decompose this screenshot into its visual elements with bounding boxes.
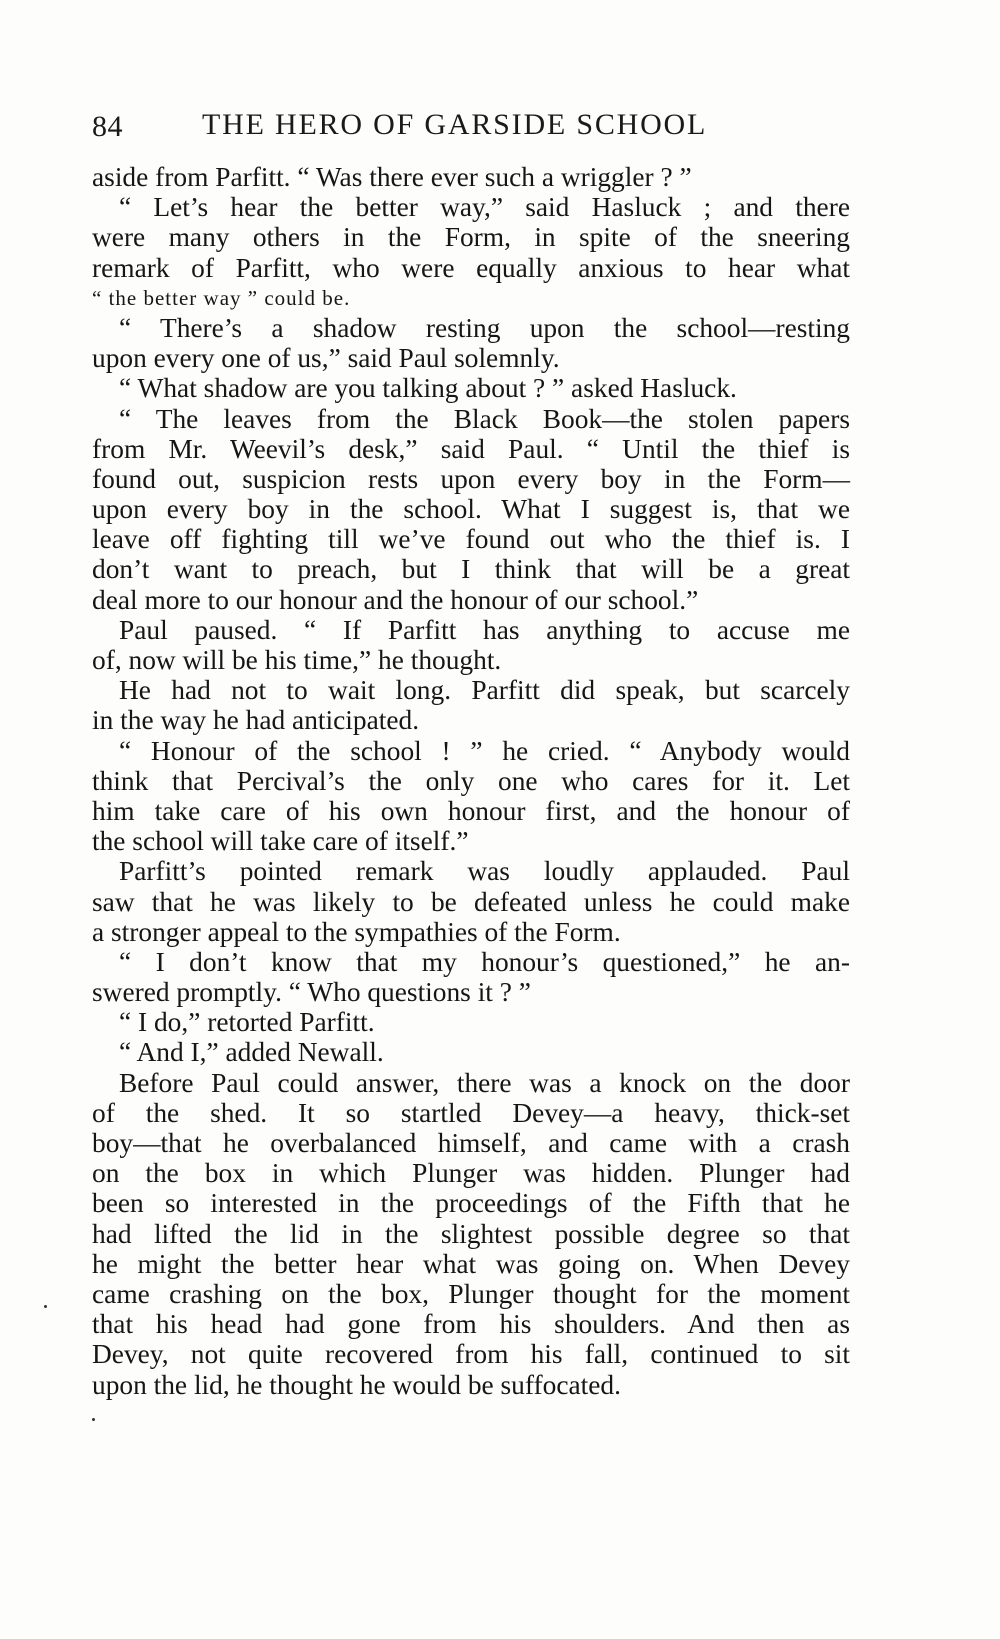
text-line: upon every one of us,” said Paul solemnly.: [92, 343, 560, 374]
text-line: found out, suspicion rests upon every boy in the Form—: [92, 463, 850, 494]
text-line: “ What shadow are you talking about ? ” asked Hasluck.: [119, 373, 737, 404]
text-line: were many others in the Form, in spite of the sneering: [92, 222, 850, 253]
text-line: “ the better way ” could be.: [92, 285, 351, 310]
text-line: think that Percival’s the only one who cares for it. Let: [92, 765, 850, 796]
text-line: boy—that he overbalanced himself, and came with a crash: [92, 1128, 850, 1158]
text-line: “ The leaves from the Black Book—the stolen papers: [119, 403, 850, 434]
text-line: that his head had gone from his shoulders. And then as: [92, 1309, 850, 1340]
text-line: upon every boy in the school. What I suggest is, that we: [92, 494, 850, 525]
text-line: “ I do,” retorted Parfitt.: [119, 1007, 375, 1038]
text-line: “ And I,” added Newall.: [119, 1037, 384, 1068]
text-line: saw that he was likely to be defeated unless he could make: [92, 886, 850, 917]
text-line: him take care of his own honour first, and the honour of: [92, 795, 850, 826]
text-line: deal more to our honour and the honour of our school.”: [92, 584, 699, 615]
stray-ink-mark: [92, 1418, 95, 1421]
body-text: [92, 162, 850, 1400]
text-line: in the way he had anticipated.: [92, 705, 420, 736]
text-line: “ There’s a shadow resting upon the school—resting: [119, 312, 850, 343]
text-line: from Mr. Weevil’s desk,” said Paul. “ Until the thief is: [92, 433, 850, 464]
text-line: leave off fighting till we’ve found out who the thief is. I: [92, 524, 850, 555]
text-line: swered promptly. “ Who questions it ? ”: [92, 977, 531, 1008]
text-line: “ Honour of the school ! ” he cried. “ Anybody would: [119, 735, 850, 766]
text-line: Before Paul could answer, there was a knock on the door: [119, 1067, 850, 1098]
text-line: had lifted the lid in the slightest possible degree so that: [92, 1218, 850, 1249]
text-line: aside from Parfitt. “ Was there ever such a wriggler ? ”: [92, 162, 692, 192]
text-line: don’t want to preach, but I think that will be a great: [92, 554, 850, 585]
text-line: “ I don’t know that my honour’s questioned,” he an-: [119, 946, 850, 977]
text-line: Parfitt’s pointed remark was loudly applauded. Paul: [119, 856, 850, 887]
text-line: he might the better hear what was going on. When Devey: [92, 1248, 850, 1279]
text-line: remark of Parfitt, who were equally anxious to hear what: [92, 252, 850, 283]
text-line: came crashing on the box, Plunger thought for the moment: [92, 1278, 850, 1309]
running-title: THE HERO OF GARSIDE SCHOOL: [202, 108, 708, 141]
text-line: Paul paused. “ If Parfitt has anything to accuse me: [119, 614, 850, 645]
text-line: He had not to wait long. Parfitt did speak, but scarcely: [119, 675, 850, 706]
text-line: of, now will be his time,” he thought.: [92, 645, 502, 675]
text-line: upon the lid, he thought he would be suffocated.: [92, 1369, 621, 1400]
stray-ink-mark: [44, 1305, 47, 1308]
running-head: [92, 108, 852, 148]
page-number: 84: [92, 110, 123, 143]
text-line: of the shed. It so startled Devey—a heavy, thick-set: [92, 1097, 850, 1128]
text-line: Devey, not quite recovered from his fall, continued to sit: [92, 1339, 850, 1370]
text-line: on the box in which Plunger was hidden. Plunger had: [92, 1158, 850, 1189]
text-line: a stronger appeal to the sympathies of the Form.: [92, 916, 621, 947]
text-line: “ Let’s hear the better way,” said Hasluck ; and there: [119, 192, 850, 223]
text-line: been so interested in the proceedings of the Fifth that he: [92, 1188, 850, 1219]
text-line: the school will take care of itself.”: [92, 826, 469, 857]
